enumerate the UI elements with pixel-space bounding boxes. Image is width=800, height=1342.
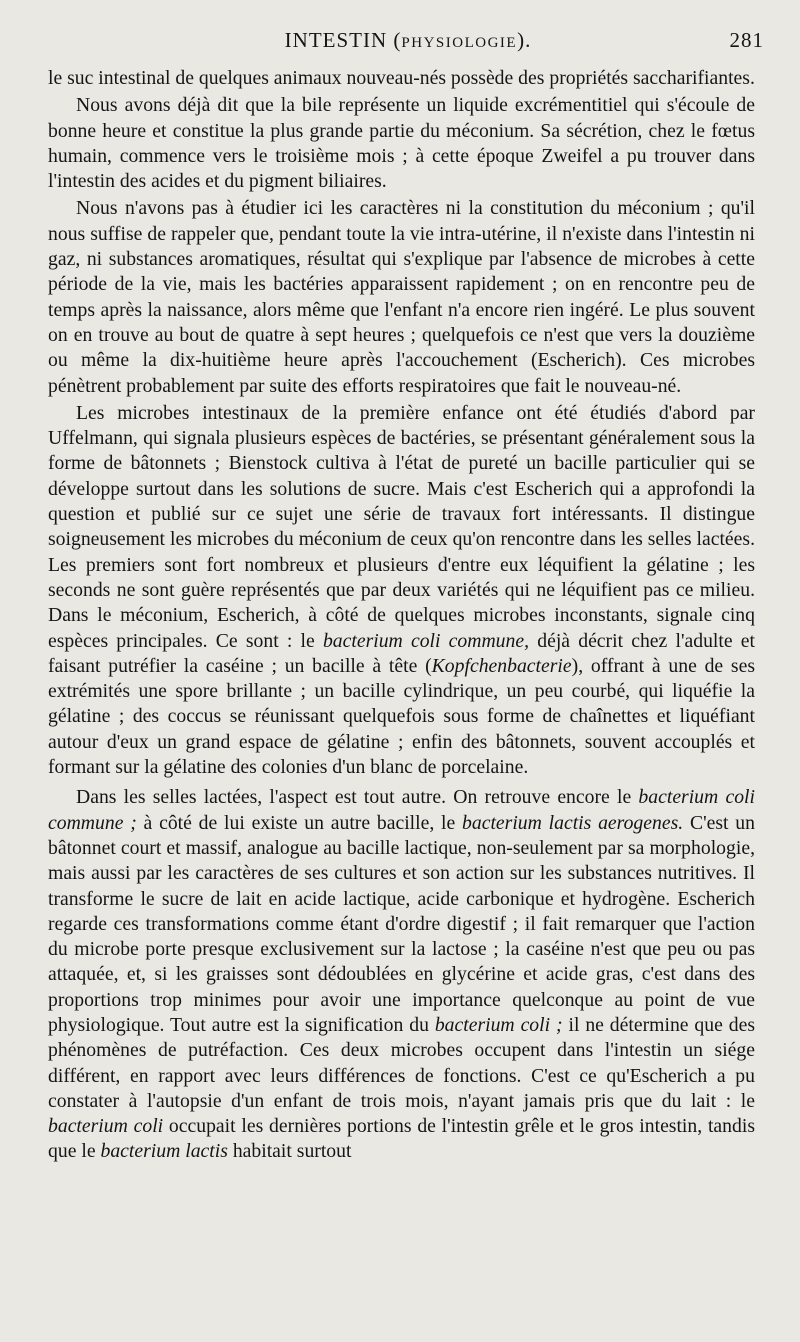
paragraph-4-text-b: déjà décrit chez l'adulte et faisant putréfier la caséine ; un bacille à tête ( xyxy=(48,629,755,677)
paragraph-5-text-b: à côté de lui existe un autre bacille, le xyxy=(136,811,463,834)
paragraph-5-italic-5: bacterium lactis xyxy=(100,1140,228,1163)
paragraph-1: le suc intestinal de quelques animaux nouveau-nés possède des propriétés saccharifiantes. xyxy=(48,67,755,89)
paragraph-5-italic-4: bacterium coli xyxy=(48,1115,164,1138)
paragraph-4-italic-2: Kopfchenbacterie xyxy=(431,654,572,677)
paragraph-5-text-a: Dans les selles lactées, l'aspect est tout autre. On retrouve encore le xyxy=(76,786,639,809)
body-text xyxy=(48,66,755,1165)
paragraph-5-text-e: occupait les dernières portions de l'intestin grêle et le gros intestin, tandis que le xyxy=(48,1115,755,1163)
paragraph-4 xyxy=(48,401,755,780)
paragraph-2: Nous avons déjà dit que la bile représente un liquide excrémentitiel qui s'écoule de bonne heure et constitue la plus grande partie du méconium. Sa sécrétion, chez le fœtus humain, commence vers le troisième mois ; à cette époque Zweifel a pu trouver dans l'intestin des acides et du pigment biliaires. xyxy=(48,94,755,193)
paragraph-5-italic-3: bacterium coli ; xyxy=(434,1013,563,1036)
running-title-smallcaps: PHYSIOLOGIE xyxy=(401,35,518,51)
running-header xyxy=(48,28,768,58)
paragraph-5-italic-2: bacterium lactis aerogenes. xyxy=(462,811,684,834)
running-title-end: ). xyxy=(517,28,532,52)
page-number: 281 xyxy=(729,28,764,52)
paragraph-4-text-a: Les microbes intestinaux de la première enfance ont été étudiés d'abord par Uffelmann, qui signala plusieurs espèces de bactéries, se présentant généralement sous la forme de bâtonnets ; Bienstock cultiva à l'état de pureté un bacille particulier qui se développe surtout dans les solutions de sucre. Mais c'est Escherich qui a approfondi la question et publié sur ce sujet une série de travaux fort intéressants. Il distingue soigneusement les microbes du méconium de ceux qu'on rencontre dans les selles lactées. Les premiers sont fort nombreux et plusieurs d'entre eux léquifient la gélatine ; les seconds ne sont guère représentés que par deux variétés qui ne léquifient pas ce milieu. Dans le méconium, Escherich, à côté de quelques microbes inconstants, signale cinq espèces principales. Ce sont : le xyxy=(48,401,755,652)
paragraph-5-text-c: C'est un bâtonnet court et massif, analogue au bacille lactique, non-seulement par sa morphologie, mais aussi par les caractères de ses cultures et son action sur les substances nutritives. Il transforme le sucre de lait en acide lactique, acide carbonique et hydrogène. Escherich regarde ces transformations comme étant d'ordre digestif ; il fait remarquer que l'action du microbe porte presque exclusivement sur la lactose ; la caséine n'est que peu ou pas attaquée, et, si les graisses sont dédoublées en glycérine et acide gras, c'est dans des proportions trop minimes pour avoir une importance quelconque au point de vue physiologique. Tout autre est la signification du xyxy=(48,811,755,1036)
paragraph-5-italic-1: bacterium coli commune ; xyxy=(48,786,755,834)
paragraph-4-italic-1: bacterium coli commune, xyxy=(322,629,530,652)
paragraph-3: Nous n'avons pas à étudier ici les caractères ni la constitution du méconium ; qu'il nous suffise de rappeler que, pendant toute la vie intra-utérine, il n'existe dans l'intestin ni gaz, ni substances aromatiques, résultat qui s'explique par l'absence de microbes à cette période de la vie, mais les bactéries apparaissent rapidement ; on en rencontre peu de temps après la naissance, alors même que l'enfant n'a encore rien ingéré. Le plus souvent on en trouve au bout de quatre à sept heures ; quelquefois ce n'est que vers la douzième ou même la dix-huitième heure après l'accouchement (Escherich). Ces microbes pénètrent probablement par suite des efforts respiratoires que fait le nouveau-né. xyxy=(48,197,755,397)
paragraph-5-text-f: habitait surtout xyxy=(227,1140,352,1163)
running-title-main: INTESTIN ( xyxy=(284,28,402,52)
paragraph-5 xyxy=(48,785,755,1164)
paragraph-5-text-d: il ne détermine que des phénomènes de putréfaction. Ces deux microbes occupent dans l'intestin un siége différent, en rapport avec leurs différences de fonctions. C'est ce qu'Escherich a pu constater à l'autopsie d'un enfant de trois mois, n'ayant jamais pris que du lait : le xyxy=(48,1013,756,1112)
running-title xyxy=(48,28,768,53)
paragraph-4-text-c: ), offrant à une de ses extrémités une spore brillante ; un bacille cylindrique, un peu courbé, qui liquéfie la gélatine ; des coccus se réunissant quelquefois sous forme de chaînettes et liquéfiant autour d'eux un grand espace de gélatine ; enfin des bâtonnets, souvent accouplés et formant sur la gélatine des colonies d'un blanc de porcelaine. xyxy=(48,654,755,779)
